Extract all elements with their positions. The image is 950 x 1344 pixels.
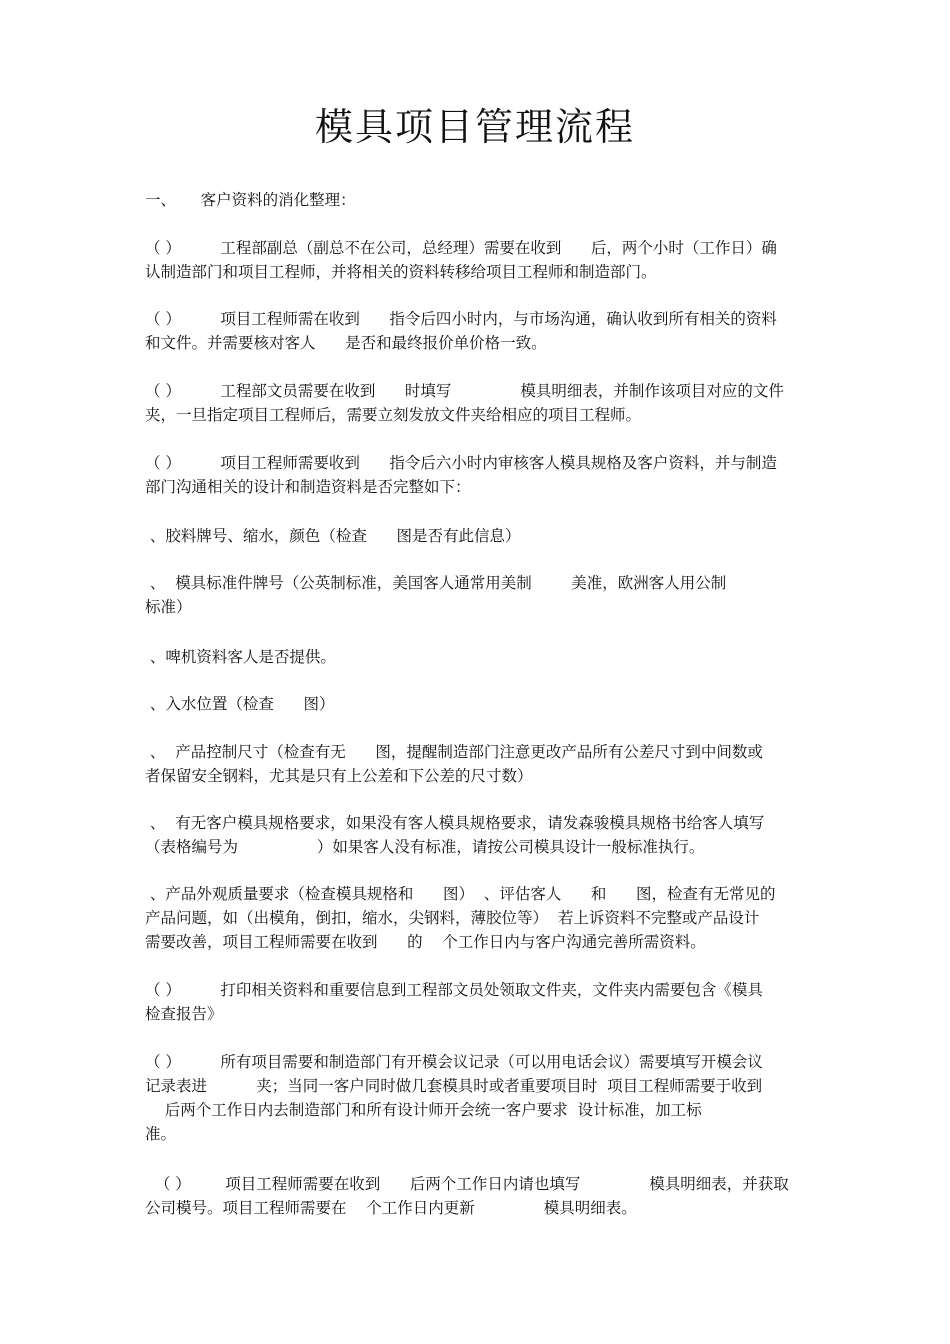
paragraph-line: （ ） 工程部文员需要在收到 时填写 模具明细表，并制作该项目对应的文件 bbox=[145, 382, 784, 400]
list-item: 、胶料牌号、缩水，颜色（检查 图是否有此信息） bbox=[145, 527, 521, 545]
section-heading: 一、 客户资料的消化整理： bbox=[145, 191, 356, 209]
list-item: 产品问题，如（出模角，倒扣，缩水，尖钢料，薄胶位等） 若上诉资料不完整或产品设计 bbox=[145, 909, 760, 927]
paragraph-line: （ ） 项目工程师需要收到 指令后六小时内审核客人模具规格及客户资料，并与制造 bbox=[145, 454, 777, 472]
paragraph-line: 准。 bbox=[145, 1125, 177, 1143]
paragraph-line: （ ） 所有项目需要和制造部门有开模会议记录（可以用电话会议）需要填写开模会议 bbox=[145, 1053, 763, 1071]
paragraph-line: 公司模号。项目工程师需要在 个工作日内更新 模具明细表。 bbox=[145, 1199, 637, 1217]
list-item: 需要改善，项目工程师需要在收到 的 个工作日内与客户沟通完善所需资料。 bbox=[145, 933, 706, 951]
paragraph-line: 记录表进 夹；当同一客户同时做几套模具时或者重要项目时 项目工程师需要于收到 bbox=[145, 1077, 763, 1095]
list-item: 者保留安全钢料，尤其是只有上公差和下公差的尺寸数） bbox=[145, 767, 533, 785]
list-item: （表格编号为 ）如果客人没有标准，请按公司模具设计一般标准执行。 bbox=[145, 838, 705, 856]
paragraph-line: 夹，一旦指定项目工程师后，需要立刻发放文件夹给相应的项目工程师。 bbox=[145, 406, 642, 424]
paragraph-line: 检查报告》 bbox=[145, 1005, 223, 1023]
paragraph-line: （ ） 打印相关资料和重要信息到工程部文员处领取文件夹，文件夹内需要包含《模具 bbox=[145, 981, 763, 999]
paragraph-line: （ ） 项目工程师需在收到 指令后四小时内，与市场沟通，确认收到所有相关的资料 bbox=[145, 310, 777, 328]
document-title: 模具项目管理流程 bbox=[314, 105, 635, 149]
list-item: 、啤机资料客人是否提供。 bbox=[145, 648, 336, 666]
list-item: 、入水位置（检查 图） bbox=[145, 695, 335, 713]
paragraph-line: 部门沟通相关的设计和制造资料是否完整如下： bbox=[145, 478, 471, 496]
paragraph-line: （ ） 项目工程师需要在收到 后两个工作日内请也填写 模具明细表，并获取 bbox=[145, 1175, 789, 1193]
paragraph-line: （ ） 工程部副总（副总不在公司，总经理）需要在收到 后，两个小时（工作日）确 bbox=[145, 239, 777, 257]
paragraph-line: 认制造部门和项目工程师，并将相关的资料转移给项目工程师和制造部门。 bbox=[145, 263, 657, 281]
list-item: 、 模具标准件牌号（公英制标准，美国客人通常用美制 美准，欧洲客人用公制 bbox=[145, 574, 727, 592]
list-item: 标准） bbox=[145, 598, 192, 616]
list-item: 、产品外观质量要求（检查模具规格和 图） 、评估客人 和 图，检查有无常见的 bbox=[145, 885, 776, 903]
paragraph-line: 和文件。并需要核对客人 是否和最终报价单价格一致。 bbox=[145, 334, 547, 352]
list-item: 、 产品控制尺寸（检查有无 图，提醒制造部门注意更改产品所有公差尺寸到中间数或 bbox=[145, 743, 763, 761]
paragraph-line: 后两个工作日内去制造部门和所有设计师开会统一客户要求 设计标准，加工标 bbox=[145, 1101, 702, 1119]
list-item: 、 有无客户模具规格要求，如果没有客人模具规格要求，请发森骏模具规格书给客人填写 bbox=[145, 814, 765, 832]
